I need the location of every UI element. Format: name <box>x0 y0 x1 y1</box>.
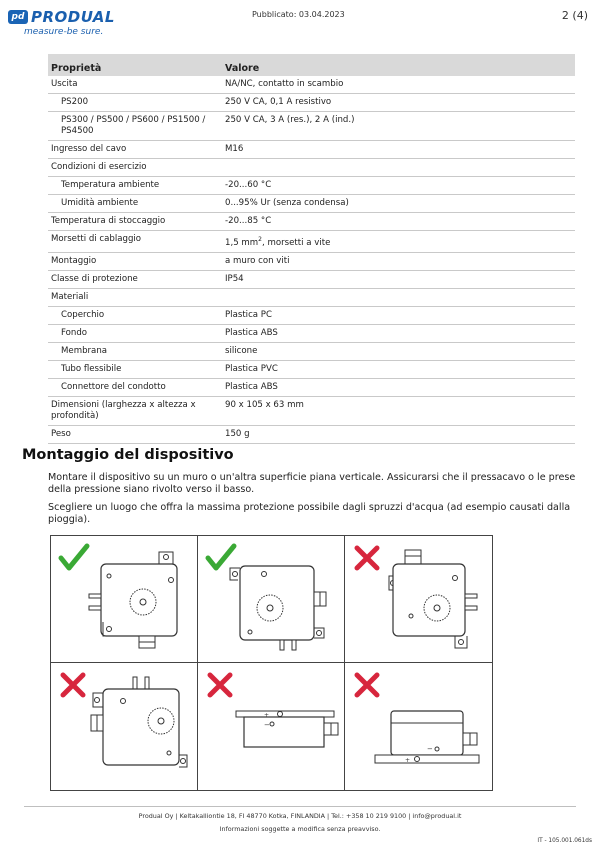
footer-divider <box>24 806 576 807</box>
value-text-suffix: , morsetti a vite <box>261 237 331 248</box>
table-row <box>48 324 575 342</box>
brand-tagline: measure-be sure. <box>24 27 104 37</box>
value-cell: Plastica PC <box>222 306 575 324</box>
mount-plate <box>375 755 479 763</box>
cross-icon <box>63 675 83 695</box>
table-row <box>48 306 575 324</box>
property-cell: Membrana <box>48 342 222 360</box>
device-body <box>244 717 324 747</box>
property-cell: PS300 / PS500 / PS600 / PS1500 / PS4500 <box>48 112 222 141</box>
table-row <box>48 270 575 288</box>
table-row <box>48 94 575 112</box>
value-cell: 250 V CA, 0,1 A resistivo <box>222 94 575 112</box>
value-cell: Plastica PVC <box>222 360 575 378</box>
svg-text:−: − <box>427 745 433 753</box>
table-row <box>48 195 575 213</box>
property-cell: Ingresso del cavo <box>48 141 222 159</box>
device-illustration <box>345 663 492 790</box>
mount-bracket-right <box>314 628 324 638</box>
property-cell: Materiali <box>48 288 222 306</box>
value-cell: silicone <box>222 342 575 360</box>
mount-bracket-bottom <box>455 636 467 648</box>
table-row <box>48 141 575 159</box>
device-body <box>393 564 465 636</box>
value-cell: 0...95% Ur (senza condensa) <box>222 195 575 213</box>
cross-icon <box>357 675 377 695</box>
value-cell: Plastica ABS <box>222 378 575 396</box>
property-cell: Classe di protezione <box>48 270 222 288</box>
pressure-port-icon <box>292 640 296 650</box>
property-cell: Tubo flessibile <box>48 360 222 378</box>
value-cell <box>222 288 575 306</box>
superscript: 2 <box>258 236 262 243</box>
value-cell: -20...85 °C <box>222 213 575 231</box>
property-cell: Fondo <box>48 324 222 342</box>
mounting-location-advice: Scegliere un luogo che offra la massima protezione possibile dagli spruzzi d'acqua (ad esempio causati dalla pioggia). <box>48 502 571 525</box>
mounting-orientation-grid <box>50 535 493 791</box>
column-header-value: Valore <box>222 54 575 76</box>
mount-plate <box>236 711 334 717</box>
document-code: IT - 105.001.061ds <box>537 838 592 844</box>
value-cell: -20...60 °C <box>222 177 575 195</box>
property-cell: Umidità ambiente <box>48 195 222 213</box>
cross-icon <box>210 675 230 695</box>
brand-name: PRODUAL <box>31 8 115 26</box>
pressure-port-icon <box>465 594 477 598</box>
value-cell <box>222 159 575 177</box>
mount-bracket-top <box>159 552 173 564</box>
pressure-port-icon <box>280 640 284 650</box>
table-row <box>48 112 575 141</box>
mounting-instructions: Montare il dispositivo su un muro o un'altra superficie piana verticale. Assicurarsi che il pressacavo o le prese della pressione siano rivolto verso il basso. <box>48 472 576 495</box>
orientation-wrong-ceiling <box>198 663 345 790</box>
page-number: 2 (4) <box>561 9 588 22</box>
table-row <box>48 252 575 270</box>
value-cell: 250 V CA, 3 A (res.), 2 A (ind.) <box>222 112 575 141</box>
value-cell: 90 x 105 x 63 mm <box>222 396 575 425</box>
property-cell: Coperchio <box>48 306 222 324</box>
table-row <box>48 231 575 253</box>
table-header-row <box>48 54 575 76</box>
table-row <box>48 159 575 177</box>
pressure-port-icon <box>89 606 101 610</box>
table-row <box>48 396 575 425</box>
orientation-wrong-gland-up <box>345 536 492 663</box>
cable-gland-icon <box>405 550 421 564</box>
property-cell: Montaggio <box>48 252 222 270</box>
property-cell: Dimensioni (larghezza x altezza x profondità) <box>48 396 222 425</box>
value-cell: Plastica ABS <box>222 324 575 342</box>
screw-icon <box>233 572 238 577</box>
svg-text:+: + <box>264 712 270 719</box>
property-cell: Condizioni di esercizio <box>48 159 222 177</box>
screw-icon <box>181 759 186 764</box>
property-cell: Temperatura ambiente <box>48 177 222 195</box>
device-illustration <box>51 536 198 663</box>
device-body <box>240 566 314 640</box>
column-header-property: Proprietà <box>48 54 222 76</box>
property-cell: Peso <box>48 425 222 443</box>
value-cell: NA/NC, contatto in scambio <box>222 76 575 94</box>
footer-notice: Informazioni soggette a modifica senza preavviso. <box>219 825 381 833</box>
pressure-port-icon <box>145 677 149 689</box>
screw-icon <box>317 631 322 636</box>
property-cell: Temperatura di stoccaggio <box>48 213 222 231</box>
value-cell: M16 <box>222 141 575 159</box>
property-cell: PS200 <box>48 94 222 112</box>
orientation-correct-vertical <box>51 536 198 663</box>
orientation-wrong-floor <box>345 663 492 790</box>
device-illustration <box>198 536 345 663</box>
value-cell <box>222 231 575 253</box>
footer-company-info: Produal Oy | Keltakalliontie 18, FI 48770 Kotka, FINLANDIA | Tel.: +358 10 219 9100 | info@produal.it <box>138 812 462 820</box>
pressure-port-icon <box>133 677 137 689</box>
table-row <box>48 288 575 306</box>
cross-icon <box>357 548 377 568</box>
pressure-port-icon <box>465 606 477 610</box>
properties-table <box>48 54 575 444</box>
device-body <box>101 564 177 636</box>
orientation-correct-ports-down <box>198 536 345 663</box>
screw-icon <box>459 640 464 645</box>
table-row <box>48 425 575 443</box>
publication-date: Pubblicato: 03.04.2023 <box>252 10 345 19</box>
page-header <box>0 0 600 40</box>
property-cell: Connettore del condotto <box>48 378 222 396</box>
table-row <box>48 378 575 396</box>
device-illustration <box>345 536 492 663</box>
pressure-port-icon <box>89 594 101 598</box>
orientation-wrong-ports-up <box>51 663 198 790</box>
svg-text:+: + <box>405 757 411 764</box>
device-illustration <box>51 663 198 790</box>
value-text: 1,5 mm <box>225 237 259 248</box>
screw-icon <box>164 555 169 560</box>
device-illustration <box>198 663 345 790</box>
produal-logo <box>8 8 115 37</box>
table-row <box>48 76 575 94</box>
mount-bracket-left <box>230 568 240 580</box>
table-row <box>48 177 575 195</box>
section-title: Montaggio del dispositivo <box>22 447 234 463</box>
screw-icon <box>95 698 100 703</box>
property-cell: Uscita <box>48 76 222 94</box>
logo-mark-icon: pd <box>8 10 28 24</box>
property-cell: Morsetti di cablaggio <box>48 231 222 253</box>
table-row <box>48 213 575 231</box>
table-row <box>48 360 575 378</box>
checkmark-icon <box>208 546 234 568</box>
checkmark-icon <box>61 546 87 568</box>
table-row <box>48 342 575 360</box>
value-cell: a muro con viti <box>222 252 575 270</box>
svg-text:−: − <box>264 721 270 729</box>
value-cell: IP54 <box>222 270 575 288</box>
value-cell: 150 g <box>222 425 575 443</box>
